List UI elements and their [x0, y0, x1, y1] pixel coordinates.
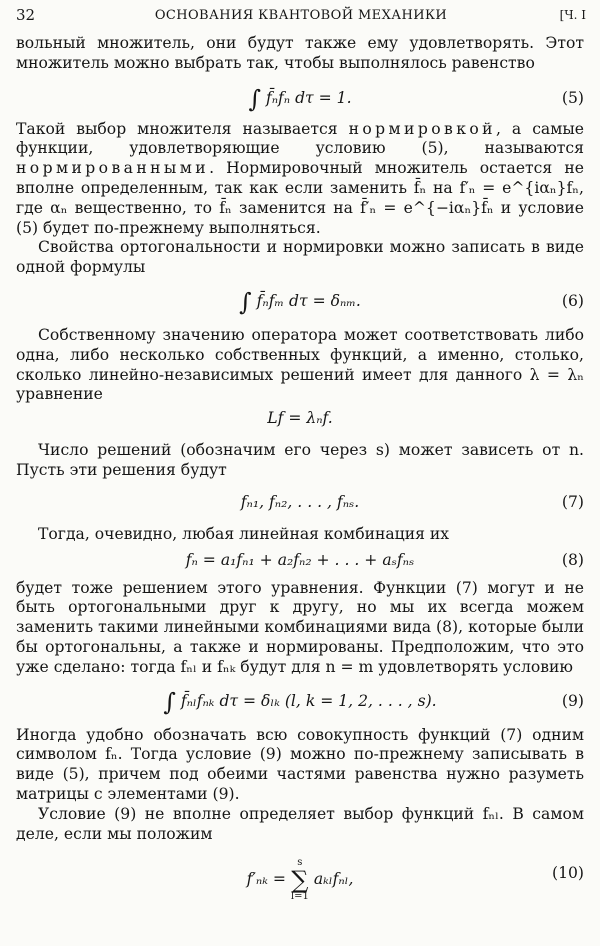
equation-operator	[16, 409, 584, 429]
term-normirovannymi: нормированными	[16, 159, 210, 178]
equation-5	[16, 84, 584, 113]
paragraph-2-part-e: . Нормировочный множитель остается не вполне определенным, так как если заменить f̄ₙ на f′ₙ = e^{iαₙ}fₙ, где αₙ вещественно, то f̄ₙ заменится на f̄′ₙ = e^{−iαₙ}f̄ₙ и условие (5) будет по-прежнему выполняться.	[16, 159, 584, 237]
paragraph-1: вольный множитель, они будут также ему удовлетворять. Этот множитель можно выбрать так, чтобы выполнялось равенство	[16, 34, 584, 72]
integral-sign: ∫	[239, 287, 252, 316]
equation-operator-formula: Lf = λₙf.	[267, 409, 333, 428]
equation-8	[16, 551, 584, 571]
paragraph-2-part-a: Такой выбор множителя называется	[16, 119, 349, 138]
integral-sign: ∫	[163, 687, 176, 716]
equation-5-formula: f̄ₙfₙ dτ = 1.	[265, 88, 352, 107]
equation-10	[16, 852, 584, 903]
term-normirovka: нормировкой	[348, 119, 496, 138]
equation-5-number: (5)	[561, 88, 584, 107]
paragraph-8: Иногда удобно обозначать всю совокупность функций (7) одним символом fₙ. Тогда условие (9) можно по-прежнему записывать в виде (5), причем под обеими частями равенства нужно разуметь матрицы с элементами (9).	[16, 725, 584, 803]
paragraph-9: Условие (9) не вполне определяет выбор функций fₙₗ. В самом деле, если мы положим	[16, 804, 584, 843]
equation-6-number: (6)	[561, 291, 584, 310]
equation-9-number: (9)	[561, 691, 584, 710]
paragraph-2	[16, 120, 584, 239]
paragraph-5: Число решений (обозначим его через s) может зависеть от n. Пусть эти решения будут	[16, 441, 584, 479]
equation-8-number: (8)	[561, 550, 584, 569]
paragraph-4: Собственному значению оператора может соответствовать либо одна, либо несколько собственных функций, а именно, столько, сколько линейно-независимых решений имеет для данного λ = λₙ уравнение	[16, 325, 584, 404]
sum-lower-limit: l=1	[290, 891, 309, 903]
equation-7-formula: fₙ₁, fₙ₂, . . . , fₙₛ.	[240, 492, 360, 511]
paragraph-6: Тогда, очевидно, любая линейная комбинация их	[38, 524, 450, 543]
sum-sign: ∑	[291, 866, 309, 895]
equation-8-formula: fₙ = a₁fₙ₁ + a₂fₙ₂ + . . . + aₛfₙₛ	[185, 550, 415, 569]
equation-9	[16, 687, 584, 716]
equation-7	[16, 493, 584, 513]
equation-10-lhs: f′ₙₖ =	[246, 870, 286, 889]
sum-upper-limit: s	[297, 857, 303, 869]
equation-6-formula: f̄ₙfₘ dτ = δₙₘ.	[256, 291, 361, 310]
running-title: ОСНОВАНИЯ КВАНТОВОЙ МЕХАНИКИ	[154, 8, 448, 23]
equation-9-formula: f̄ₙₗfₙₖ dτ = δₗₖ (l, k = 1, 2, . . . , s).	[180, 691, 437, 710]
equation-10-number: (10)	[551, 864, 584, 883]
page-header	[14, 6, 588, 28]
paragraph-7: будет тоже решением этого уравнения. Функции (7) могут и не быть ортогональными друг к другу, но мы их всегда можем заменить такими линейными комбинациями вида (8), которые были бы ортогональны, а также и нормированы. Предположим, что это уже сделано: тогда fₙₗ и fₙₖ будут для n = m удовлетворять условию	[16, 578, 584, 676]
chapter-label: [Ч. I	[559, 8, 586, 22]
summation	[291, 858, 309, 902]
integral-sign: ∫	[248, 84, 261, 113]
paragraph-2-part-c: , а самые функции, удовлетворяющие условию (5), называются	[16, 119, 585, 158]
page-body	[16, 34, 585, 903]
equation-7-number: (7)	[561, 492, 584, 511]
page-number: 32	[16, 6, 36, 24]
equation-6	[16, 287, 584, 316]
paragraph-3: Свойства ортогональности и нормировки можно записать в виде одной формулы	[16, 238, 584, 277]
equation-10-rhs: aₖₗfₙₗ,	[313, 870, 354, 889]
